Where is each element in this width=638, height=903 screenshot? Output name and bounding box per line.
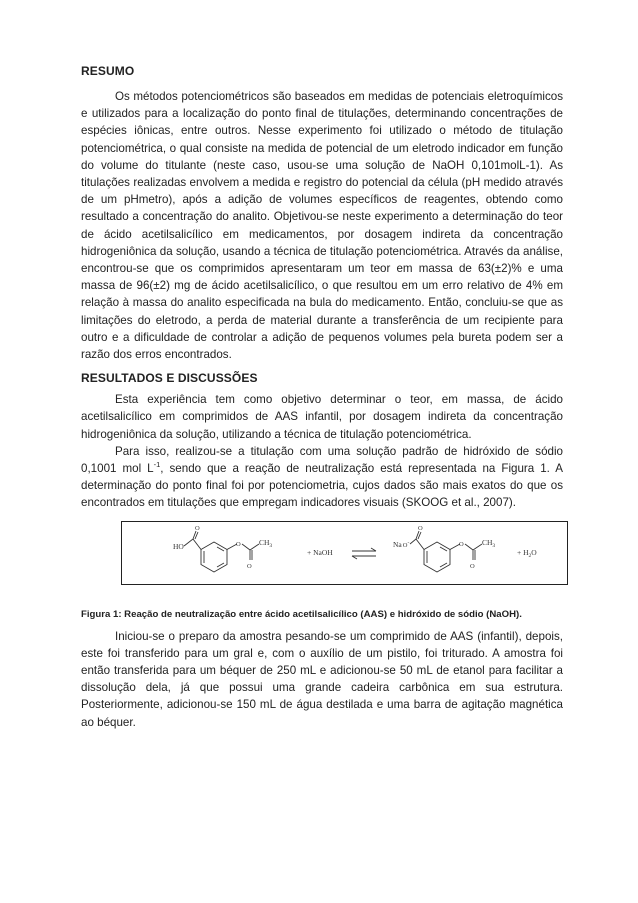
plus-h2o-label: + $H_2O$ bbox=[517, 547, 537, 559]
figure-caption: Figura 1: Reação de neutralização entre ácido acetilsalicílico (AAS) e hidróxido de sódio (NaOH). bbox=[81, 608, 522, 620]
neutralization-reaction-diagram bbox=[122, 522, 567, 584]
ho-label: HO bbox=[173, 541, 184, 551]
o-carbonyl-left: O bbox=[247, 562, 252, 570]
reaction-figure bbox=[121, 521, 568, 585]
resultados-paragraph-2 bbox=[81, 443, 563, 512]
p2-text-b: , sendo que a reação de neutralização está representada na Figura 1. A determinação do ponto final foi por potenciometria, cujos dados são mais exatos do que os encontrados em titulações que empregam indicadores visuais (SKOOG et al., 2007). bbox=[81, 462, 563, 510]
o-ester-right: O bbox=[459, 540, 464, 548]
ch3-right-label: $CH_3$ bbox=[482, 537, 496, 549]
p2-text-a: Para isso, realizou-se a titulação com uma solução padrão de hidróxido de sódio 0,1001 mol L bbox=[81, 444, 563, 476]
o-label-left: O bbox=[195, 524, 200, 532]
o-ester-left: O bbox=[236, 540, 241, 548]
resultados-paragraph-3: Iniciou-se o preparo da amostra pesando-se um comprimido de AAS (infantil), depois, este foi transferido para um gral e, com o auxílio de um pistilo, foi triturado. A amostra foi então transferida para um béquer de 250 mL e adicionou-se 50 mL de etanol para facilitar a dissolução dela, já que possui uma grande cadeira carbônica em sua estrutura. Posteriormente, adicionou-se 150 mL de água destilada e uma barra de agitação magnética ao béquer. bbox=[81, 629, 563, 729]
resumo-paragraph: Os métodos potenciométricos são baseados em medidas de potenciais eletroquímicos e utilizados para a localização do ponto final de titulações, determinando concentrações de espécies iônicas, entre outros. Nesse experimento foi utilizado o método de titulação potenciométrica, o qual consiste na medida de potencial de um eletrodo indicador em função do volume do titulante (neste caso, usou-se uma solução de NaOH 0,101molL-1). As titulações realizadas envolvem a medida e registro do potencial da célula (pH medido através de um pHmetro), após a adição de volumes específicos de reagentes, obtendo como resultado a concentração do analito. Objetivou-se neste experimento a determinação do teor de ácido acetilsalicílico em medicamentos, por dosagem indireta da concentração hidrogeniônica da solução, usando a técnica de titulação potenciométrica. Através da análise, encontrou-se que os comprimidos apresentaram um teor em massa de 63(±2)% e uma massa de 96(±2) mg de ácido acetilsalicílico, o que resultou em um erro relativo de 4% em relação à massa do analito especificada na bula do medicamento. Então, concluiu-se que as limitações do eletrodo, a perda de material durante a transferência de um recipiente para outro e a dificuldade de controlar a adição de pequenos volumes pela bureta podem ser a razão dos erros encontrados. bbox=[81, 90, 563, 362]
resultados-heading: RESULTADOS E DISCUSSÕES bbox=[81, 371, 258, 386]
o-label-right: O bbox=[418, 524, 423, 532]
benzene-ring-right bbox=[424, 542, 450, 572]
document-page bbox=[81, 64, 563, 731]
resumo-heading: RESUMO bbox=[81, 64, 135, 78]
benzene-ring-left bbox=[201, 542, 227, 572]
ch3-left-label: $CH_3$ bbox=[259, 537, 273, 549]
resultados-paragraph-1: Esta experiência tem como objetivo determinar o teor, em massa, de ácido acetilsalicílico em comprimidos de AAS infantil, por dosagem indireta da concentração hidrogeniônica da solução, utilizando a técnica de titulação potenciométrica. bbox=[81, 393, 563, 441]
p2-superscript: -1 bbox=[153, 460, 161, 470]
na-label: NaO- bbox=[393, 539, 410, 549]
plus-naoh-label: + NaOH bbox=[307, 547, 333, 557]
o-carbonyl-right: O bbox=[470, 562, 475, 570]
